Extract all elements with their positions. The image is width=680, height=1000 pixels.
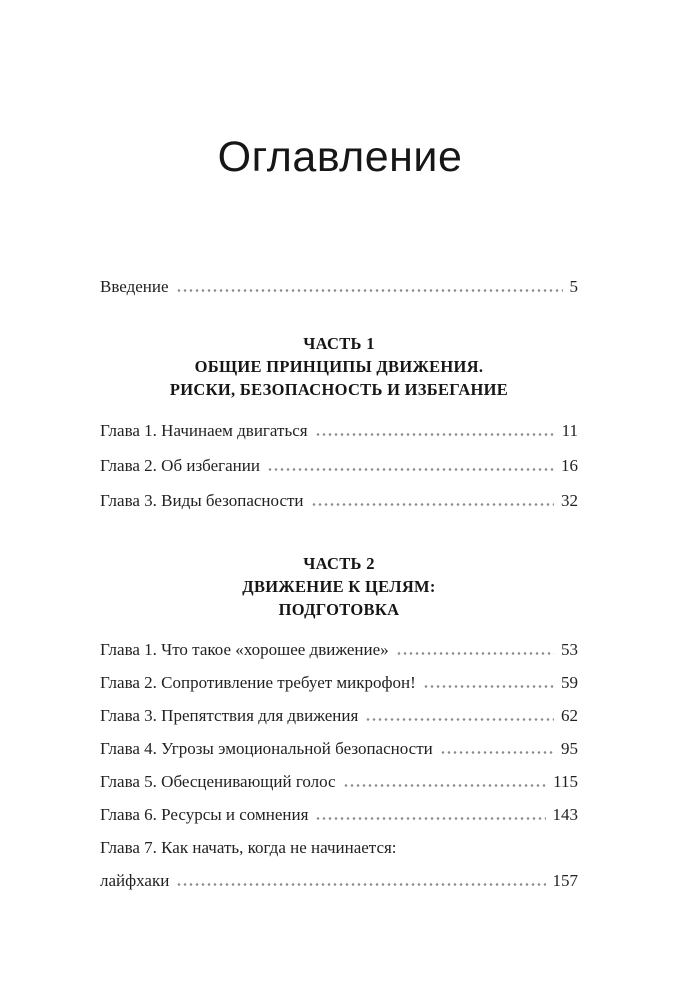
- toc-entry: [100, 639, 578, 661]
- toc-entry: [100, 738, 578, 760]
- entry-label: лайфхаки: [100, 871, 170, 890]
- entry-label: Глава 3. Виды безопасности: [100, 491, 304, 510]
- entry-label: Глава 1. Начинаем двигаться: [100, 421, 308, 440]
- entry-page-number: 5: [569, 277, 578, 296]
- toc-entry: [100, 276, 578, 298]
- entry-label: Глава 2. Сопротивление требует микрофон!: [100, 673, 416, 692]
- toc-entry: [100, 771, 578, 793]
- entry-label: Глава 5. Обесценивающий голос: [100, 772, 336, 791]
- toc-entry: [100, 455, 578, 477]
- toc-entry: [100, 804, 578, 826]
- part-heading-line: ЧАСТЬ 1: [303, 334, 375, 353]
- entry-page-number: 53: [561, 640, 578, 659]
- entry-label: Глава 3. Препятствия для движения: [100, 706, 359, 725]
- part-heading-line: ОБЩИЕ ПРИНЦИПЫ ДВИЖЕНИЯ.: [194, 357, 484, 376]
- intro-entry-block: [100, 276, 578, 298]
- dot-leader: [176, 289, 563, 292]
- toc-entry-wrapped-line-1: [100, 837, 578, 859]
- entry-label: Глава 7. Как начать, когда не начинается:: [100, 838, 397, 857]
- entry-label: Глава 2. Об избегании: [100, 456, 260, 475]
- page-title: Оглавление: [217, 132, 463, 181]
- toc-entry: [100, 705, 578, 727]
- dot-leader: [176, 883, 545, 886]
- dot-leader: [423, 685, 554, 688]
- entry-page-number: 11: [561, 421, 578, 440]
- entry-label: Глава 6. Ресурсы и сомнения: [100, 805, 309, 824]
- toc-entry: [100, 420, 578, 442]
- toc-entry-wrapped-line-2: [100, 870, 578, 892]
- entry-page-number: 32: [561, 491, 578, 510]
- dot-leader: [440, 751, 554, 754]
- entry-page-number: 16: [561, 456, 578, 475]
- entry-label: Введение: [100, 277, 169, 296]
- dot-leader: [315, 817, 545, 820]
- part-heading-line: РИСКИ, БЕЗОПАСНОСТЬ И ИЗБЕГАНИЕ: [169, 380, 509, 399]
- entry-page-number: 143: [552, 805, 578, 824]
- part-2-entries: [100, 639, 578, 903]
- dot-leader: [315, 433, 555, 436]
- dot-leader: [396, 652, 554, 655]
- toc-entry: [100, 490, 578, 512]
- entry-label: Глава 4. Угрозы эмоциональной безопасности: [100, 739, 433, 758]
- part-2-heading: [100, 552, 578, 621]
- toc-entry: [100, 672, 578, 694]
- part-heading-line: ДВИЖЕНИЕ К ЦЕЛЯМ:: [242, 577, 436, 596]
- entry-page-number: 62: [561, 706, 578, 725]
- dot-leader: [365, 718, 554, 721]
- part-heading-line: ПОДГОТОВКА: [278, 600, 400, 619]
- part-heading-line: ЧАСТЬ 2: [303, 554, 375, 573]
- part-1-entries: [100, 420, 578, 525]
- dot-leader: [343, 784, 547, 787]
- dot-leader: [311, 503, 554, 506]
- entry-page-number: 115: [553, 772, 578, 791]
- entry-label: Глава 1. Что такое «хорошее движение»: [100, 640, 389, 659]
- part-1-heading: [100, 332, 578, 401]
- entry-page-number: 59: [561, 673, 578, 692]
- entry-page-number: 157: [552, 871, 578, 890]
- entry-page-number: 95: [561, 739, 578, 758]
- dot-leader: [267, 468, 554, 471]
